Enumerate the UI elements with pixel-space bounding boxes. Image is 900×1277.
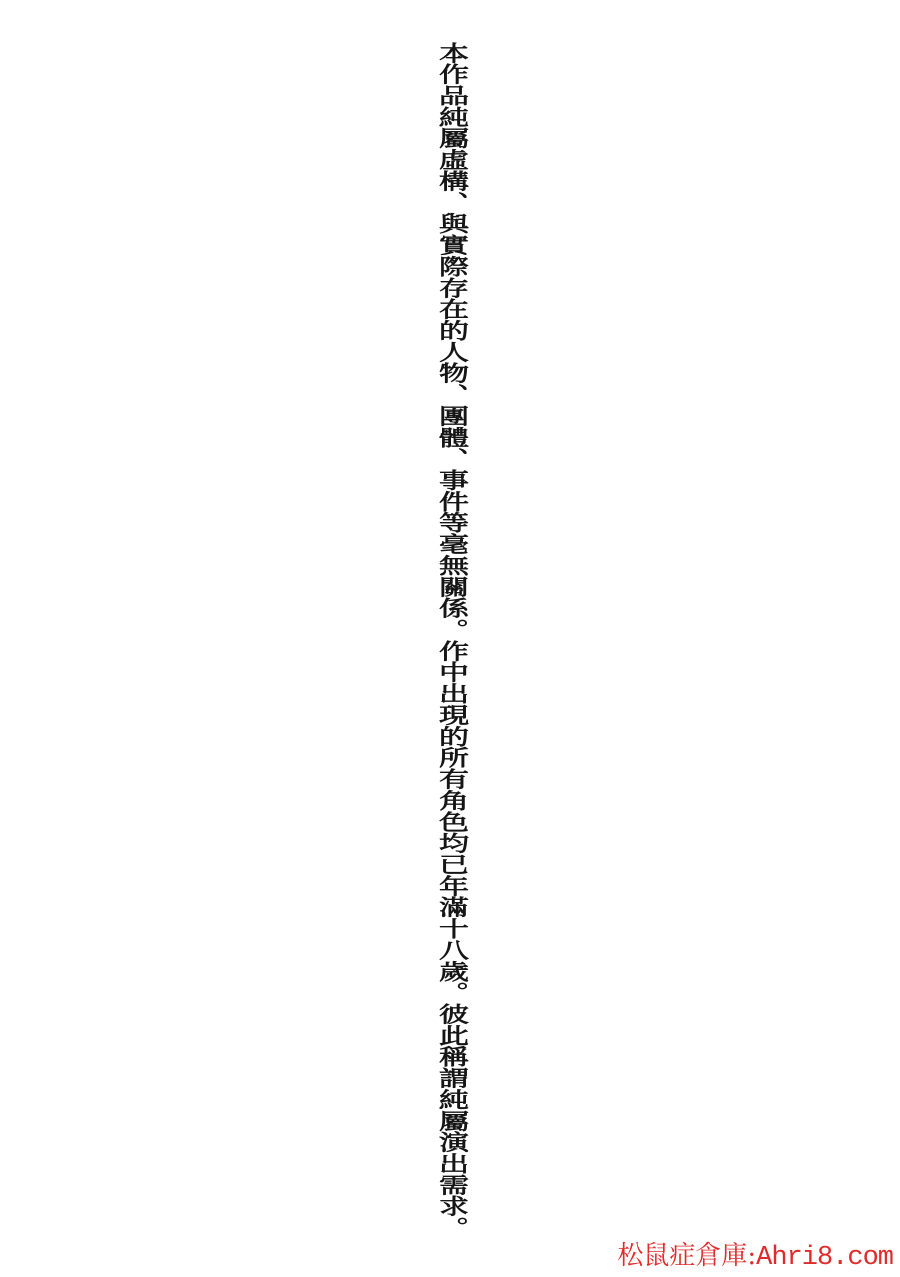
watermark: [617, 1240, 893, 1274]
watermark-site-domain: Ahri8.com: [756, 1243, 893, 1273]
disclaimer-vertical-text: 本作品純屬虛構、與實際存在的人物、團體、事件等毫無關係。作中出現的所有角色均已年滿十八歲。彼此稱謂純屬演出需求。: [433, 42, 468, 1239]
watermark-site-name: 松鼠症倉庫:: [617, 1241, 757, 1271]
